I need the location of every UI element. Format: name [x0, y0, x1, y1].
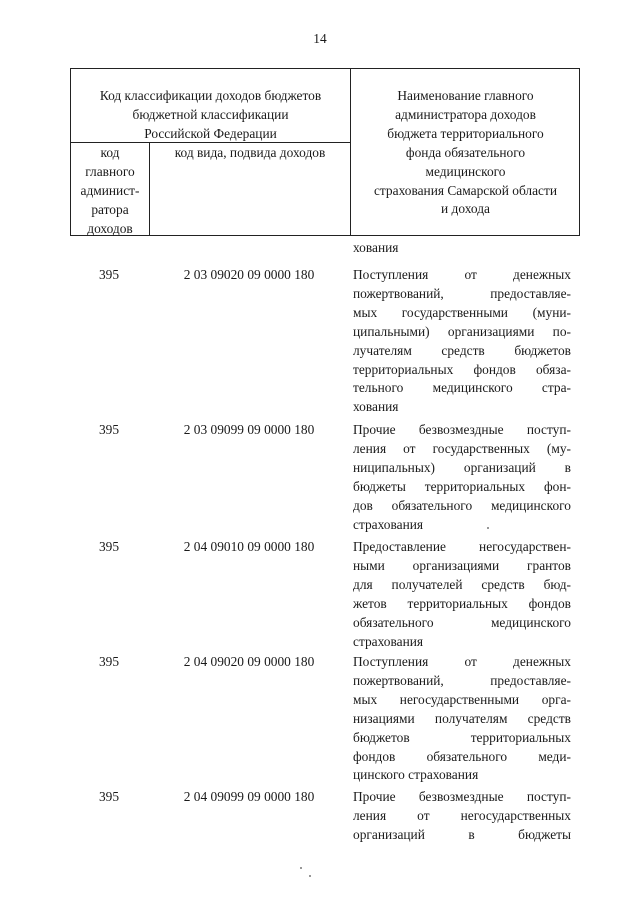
income-name	[353, 421, 571, 534]
continuation-text: хования	[353, 240, 399, 255]
header-line: медицинского	[425, 163, 506, 179]
name-line: лучателям средств бюджетов	[353, 342, 571, 358]
header-line: Наименование главного	[397, 88, 534, 103]
name-line: дов обязательного медицинского	[353, 497, 571, 513]
header-line: страхования Самарской области	[373, 182, 558, 198]
classification-code-title	[71, 87, 350, 144]
name-line: Поступления от денежных	[353, 267, 571, 282]
name-line: страхования	[353, 516, 424, 532]
income-name	[353, 538, 571, 651]
name-line: Прочие безвозмездные поступ-	[353, 789, 571, 804]
name-line: жетов территориальных фондов	[353, 595, 571, 611]
name-line: тельного медицинского стра-	[353, 380, 571, 396]
header-line: код	[100, 145, 120, 160]
header-line: ратора	[91, 201, 129, 217]
name-line: цинского страхования	[353, 767, 479, 783]
name-line: ления от государственных (му-	[353, 440, 571, 456]
name-line: страхования	[353, 633, 424, 649]
name-line: ления от негосударственных	[353, 807, 571, 823]
header-line: Российской Федерации	[144, 125, 277, 141]
name-line: обязательного медицинского	[353, 614, 571, 630]
name-line: бюджетов территориальных	[353, 729, 571, 745]
admin-code: 395	[98, 267, 120, 282]
name-line: территориальных фондов обяза-	[353, 361, 571, 377]
scan-speck	[300, 867, 302, 869]
name-line: фондов обязательного меди-	[353, 748, 571, 764]
name-line: бюджеты территориальных фон-	[353, 478, 571, 494]
income-code: 2 04 09099 09 0000 180	[183, 789, 315, 804]
admin-code: 395	[98, 654, 120, 669]
scan-speck	[487, 527, 489, 529]
admin-code: 395	[98, 789, 120, 804]
name-line: Поступления от денежных	[353, 654, 571, 669]
name-line: организаций в бюджеты	[353, 826, 571, 842]
income-code: 2 03 09020 09 0000 180	[183, 267, 315, 282]
admin-code: 395	[98, 422, 120, 437]
admin-code-column-header	[71, 144, 149, 239]
name-line: хования	[353, 399, 399, 415]
name-line: мых государственными (муни-	[353, 304, 571, 320]
header-line: бюджетной классификации	[132, 106, 289, 122]
scan-speck	[309, 875, 311, 877]
name-line: ниципальных) организаций в	[353, 459, 571, 475]
income-code-column-header	[150, 144, 350, 163]
administrator-name-column-header	[351, 87, 580, 219]
income-name	[353, 788, 571, 845]
name-line: низациями получателям средств	[353, 710, 571, 726]
name-line: ципальными) организациями по-	[353, 323, 571, 339]
header-line: админист-	[80, 182, 140, 198]
income-name	[353, 266, 571, 417]
income-code: 2 04 09010 09 0000 180	[183, 539, 315, 554]
header-line: Код классификации доходов бюджетов	[99, 88, 322, 103]
name-line: для получателей средств бюд-	[353, 576, 571, 592]
admin-code: 395	[98, 539, 120, 554]
table-header	[70, 68, 580, 236]
income-code: 2 04 09020 09 0000 180	[183, 654, 315, 669]
income-name	[353, 653, 571, 785]
page-number: 14	[313, 31, 327, 46]
name-line: Предоставление негосударствен-	[353, 539, 571, 554]
name-line: пожертвований, предоставляе-	[353, 285, 571, 301]
header-line: главного	[85, 163, 135, 179]
header-line: доходов	[87, 220, 133, 236]
header-line: бюджета территориального	[387, 125, 544, 141]
header-line: администратора доходов	[395, 106, 536, 122]
name-line: пожертвований, предоставляе-	[353, 672, 571, 688]
name-line: Прочие безвозмездные поступ-	[353, 422, 571, 437]
name-line: ными организациями грантов	[353, 557, 571, 573]
header-line: и дохода	[441, 201, 490, 217]
income-code: 2 03 09099 09 0000 180	[183, 422, 315, 437]
name-line: мых негосударственными орга-	[353, 691, 571, 707]
header-line: фонда обязательного	[405, 144, 526, 160]
header-line: код вида, подвида доходов	[174, 145, 326, 160]
